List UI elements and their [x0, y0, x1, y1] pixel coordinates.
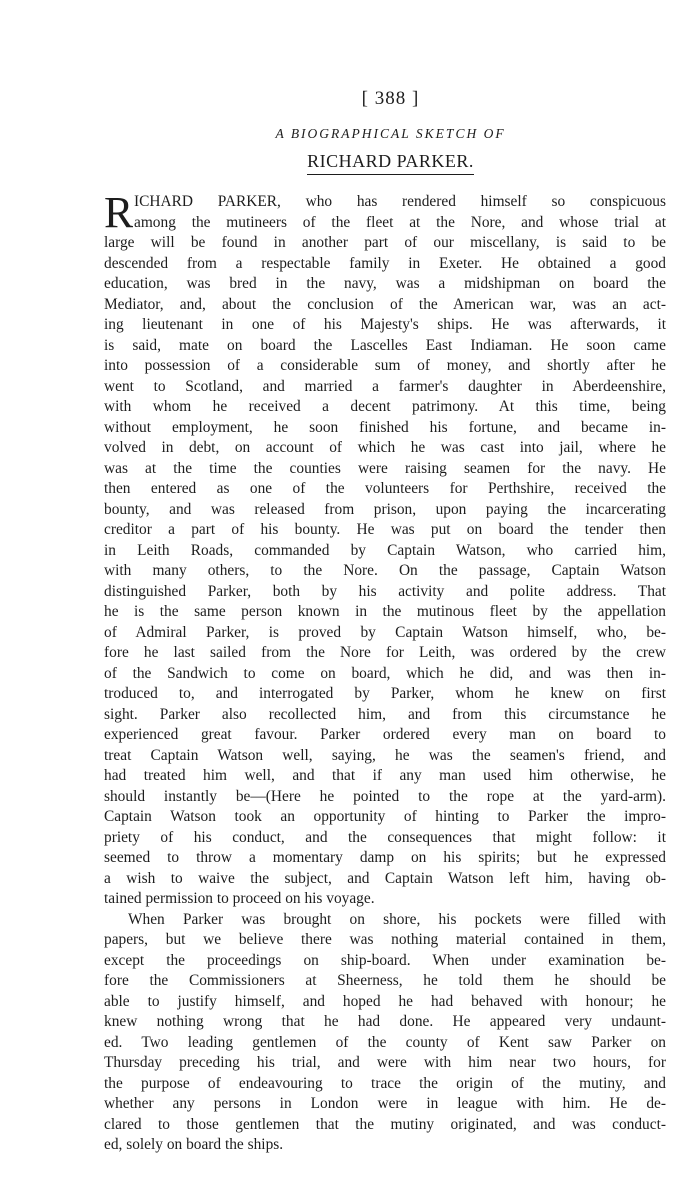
article-title-text: RICHARD PARKER.	[307, 151, 474, 175]
text-line: large will be found in another part of our miscellany, is said to be	[104, 234, 666, 251]
text-line: descended from a respectable family in Exeter. He obtained a good	[104, 254, 666, 272]
text-line: troduced to, and interrogated by Parker, whom he knew on first	[104, 685, 666, 702]
text-line: When Parker was brought on shore, his pockets were filled with	[128, 910, 666, 928]
text-line: is said, mate on board the Lascelles East Indiaman. He soon came	[104, 336, 666, 354]
text-line: knew nothing wrong that he had done. He appeared very undaunt-	[104, 1013, 666, 1030]
text-line: Thursday preceding his trial, and were with him near two hours, for	[104, 1054, 666, 1071]
text-line: he is the same person known in the mutinous fleet by the appellation	[104, 603, 666, 620]
text-line: Mediator, and, about the conclusion of the American war, was an act-	[104, 295, 666, 313]
text-line: ICHARD PARKER, who has rendered himself so conspicuous	[134, 193, 666, 210]
text-line: ing lieutenant in one of his Majesty's ships. He was afterwards, it	[104, 316, 666, 333]
article-body	[104, 192, 666, 1156]
text-line: should instantly be—(Here he pointed to the rope at the yard-arm).	[104, 787, 666, 805]
text-line: into possession of a considerable sum of money, and shortly after he	[104, 357, 666, 374]
text-line: Captain Watson took an opportunity of hinting to Parker the impro-	[104, 808, 666, 825]
text-line: treat Captain Watson well, saying, he was the seamen's friend, and	[104, 746, 666, 764]
text-line: then entered as one of the volunteers for Perthshire, received the	[104, 480, 666, 497]
text-line: volved in debt, on account of which he was cast into jail, where he	[104, 439, 666, 456]
text-line: except the proceedings on ship-board. When under examination be-	[104, 951, 666, 969]
text-line: tained permission to proceed on his voyage.	[104, 890, 375, 907]
text-line: among the mutineers of the fleet at the Nore, and whose trial at	[134, 213, 666, 231]
paragraph-1	[104, 192, 666, 910]
text-line: with many others, to the Nore. On the passage, Captain Watson	[104, 562, 666, 579]
text-line: ed. Two leading gentlemen of the county of Kent saw Parker on	[104, 1033, 666, 1051]
text-line: creditor a part of his bounty. He was put on board the tender then	[104, 521, 666, 538]
drop-cap: R	[104, 193, 134, 233]
page-number: [ 388 ]	[361, 88, 420, 109]
text-line: in Leith Roads, commanded by Captain Watson, who carried him,	[104, 541, 666, 559]
article-kicker: A BIOGRAPHICAL SKETCH OF	[275, 126, 506, 141]
text-line: papers, but we believe there was nothing material contained in them,	[104, 931, 666, 948]
text-line: bounty, and was released from prison, upon paying the incarcerating	[104, 500, 666, 518]
text-line: clared to those gentlemen that the mutiny originated, and was conduct-	[104, 1115, 666, 1133]
text-line: fore the Commissioners at Sheerness, he told them he should be	[104, 972, 666, 989]
text-line: ed, solely on board the ships.	[104, 1136, 284, 1153]
text-line: distinguished Parker, both by his activity and polite address. That	[104, 582, 666, 600]
text-line: had treated him well, and that if any man used him otherwise, he	[104, 767, 666, 784]
article-title	[0, 151, 681, 175]
text-line: education, was bred in the navy, was a midshipman on board the	[104, 275, 666, 292]
text-line: was at the time the counties were raising seamen for the navy. He	[104, 459, 666, 477]
text-line: of Admiral Parker, is proved by Captain Watson himself, who, be-	[104, 623, 666, 641]
text-line: without employment, he soon finished his fortune, and became in-	[104, 418, 666, 436]
text-line: seemed to throw a momentary damp on his spirits; but he expressed	[104, 849, 666, 866]
text-line: experienced great favour. Parker ordered every man on board to	[104, 726, 666, 743]
text-line: the purpose of endeavouring to trace the origin of the mutiny, and	[104, 1074, 666, 1092]
text-line: whether any persons in London were in league with him. He de-	[104, 1095, 666, 1112]
text-line: went to Scotland, and married a farmer's daughter in Aberdeenshire,	[104, 377, 666, 395]
text-line: fore he last sailed from the Nore for Leith, was ordered by the crew	[104, 644, 666, 661]
text-line: a wish to waive the subject, and Captain Watson left him, having ob-	[104, 869, 666, 887]
text-line: of the Sandwich to come on board, which he did, and was then in-	[104, 664, 666, 682]
text-line: sight. Parker also recollected him, and from this circumstance he	[104, 705, 666, 723]
text-line: priety of his conduct, and the consequences that might follow: it	[104, 828, 666, 846]
text-line: with whom he received a decent patrimony. At this time, being	[104, 398, 666, 415]
paragraph-2	[104, 910, 666, 1156]
text-line: able to justify himself, and hoped he had behaved with honour; he	[104, 992, 666, 1010]
